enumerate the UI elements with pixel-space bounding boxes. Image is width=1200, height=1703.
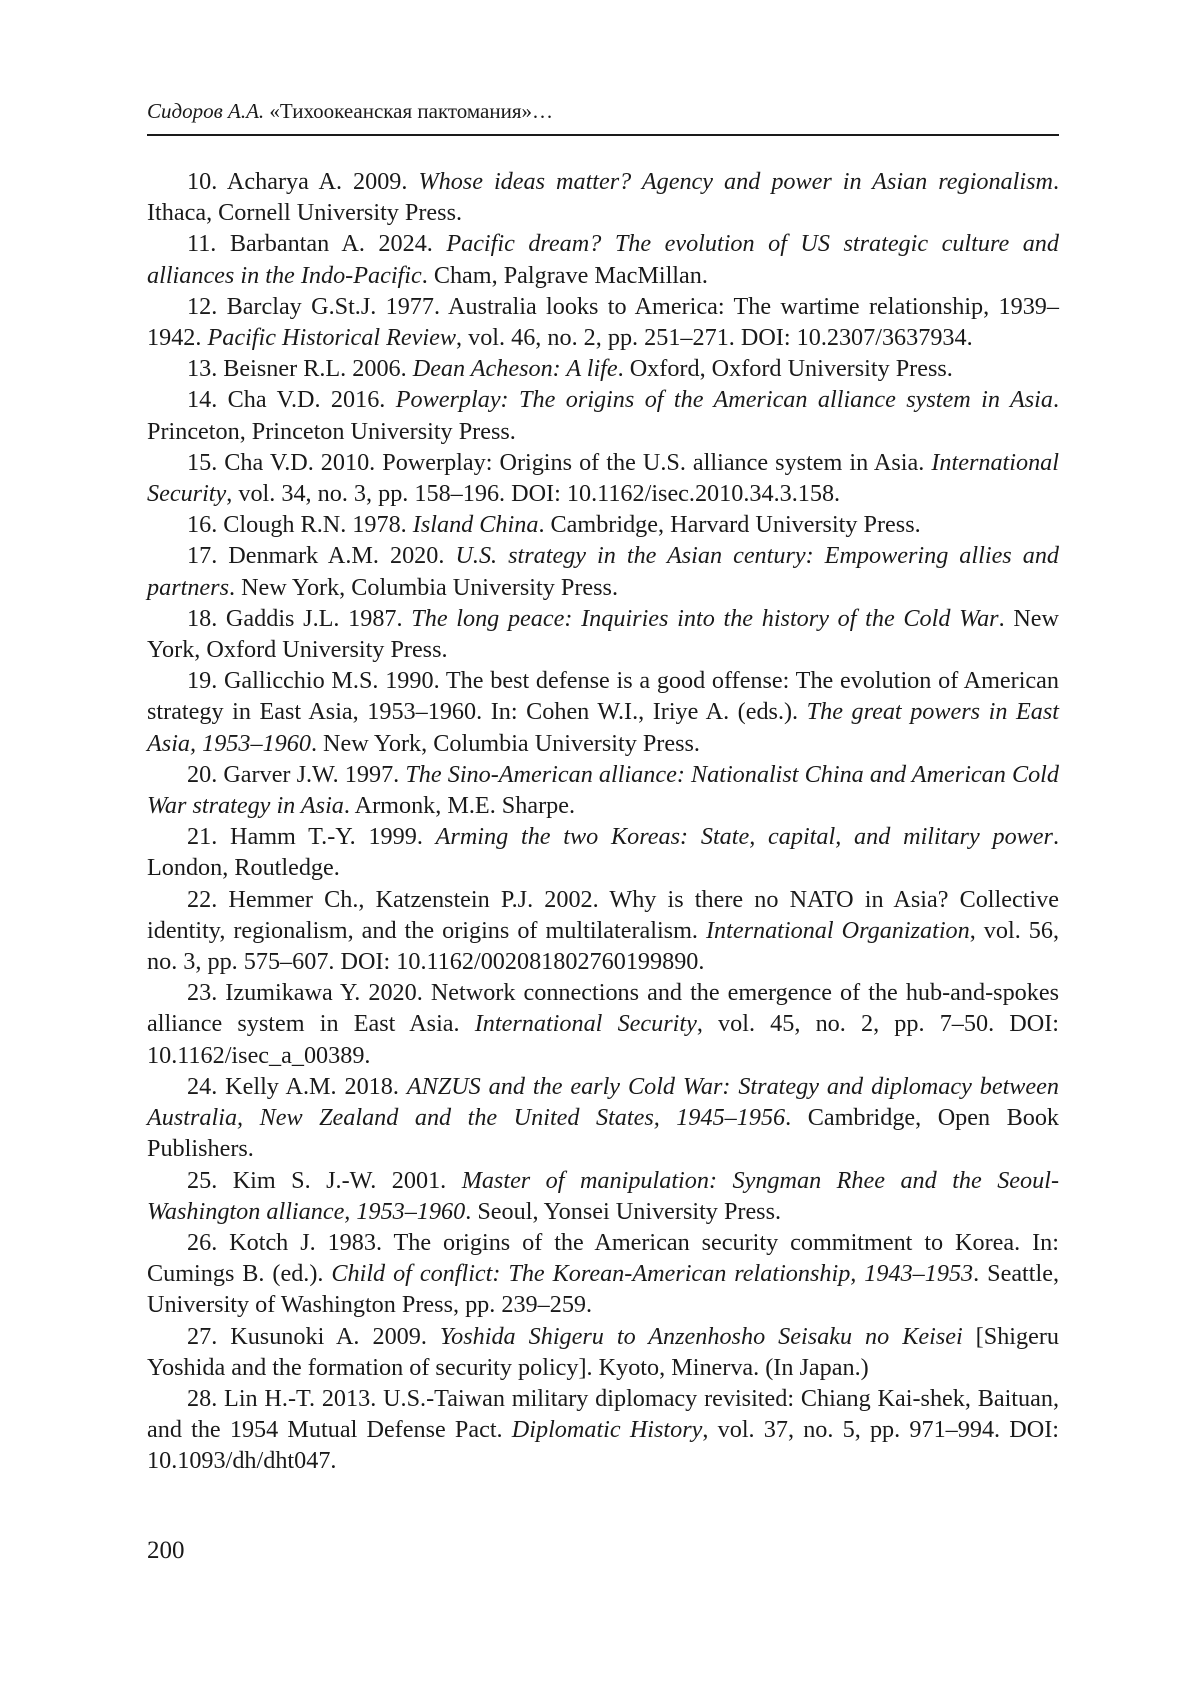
reference-italic-title: International Security — [147, 448, 1059, 508]
reference-italic-title: Pacific Historical Review — [207, 324, 456, 352]
reference-italic-title: Island China — [412, 511, 539, 539]
reference-text-tail: . New York, Columbia University Press. — [228, 573, 619, 601]
reference-number: 10. — [187, 168, 218, 195]
reference-text: Barbantan A. 2024. — [216, 230, 447, 258]
reference-italic-title: ANZUS and the early Cold War: Strategy and diplomacy between Australia, New Zealand and the United States, 1945–1956 — [147, 1072, 1059, 1132]
reference-italic-title: Yoshida Shigeru to Anzenhosho Seisaku no Keisei — [439, 1322, 963, 1350]
reference-item — [147, 665, 1059, 759]
reference-number: 21. — [187, 823, 218, 851]
reference-item — [147, 759, 1059, 821]
reference-number: 26. — [187, 1228, 218, 1256]
reference-text: Hamm T.-Y. 1999. — [217, 823, 436, 851]
reference-text-tail: . Armonk, M.E. Sharpe. — [343, 792, 575, 820]
reference-text: Cha V.D. 2010. Powerplay: Origins of the U.S. alliance system in Asia. — [217, 448, 932, 476]
reference-italic-title: Diplomatic History — [511, 1416, 703, 1444]
reference-text: Clough R.N. 1978. — [217, 511, 413, 539]
reference-italic-title: Pacific dream? The evolution of US strategic culture and alliances in the Indo-Pacific — [147, 230, 1059, 289]
reference-text-tail: , vol. 37, no. 5, pp. 971–994. DOI: 10.1093/dh/dht047. — [147, 1416, 1059, 1475]
reference-text-tail: , vol. 45, no. 2, pp. 7–50. DOI: 10.1162/isec_a_00389. — [147, 1010, 1059, 1069]
reference-text: Beisner R.L. 2006. — [217, 355, 413, 383]
reference-item — [147, 1071, 1059, 1165]
reference-number: 22. — [187, 885, 218, 913]
reference-text-tail: . Ithaca, Cornell University Press. — [147, 168, 1060, 227]
reference-item — [147, 291, 1059, 353]
reference-item — [147, 384, 1059, 446]
reference-number: 13. — [187, 355, 218, 383]
reference-text: Barclay G.St.J. 1977. Australia looks to America: The wartime relationship, 1939–1942. — [147, 292, 1059, 352]
reference-number: 17. — [187, 542, 218, 570]
reference-text-tail: , vol. 56, no. 3, pp. 575–607. DOI: 10.1162/002081802760199890. — [147, 916, 1060, 976]
reference-text-tail: . London, Routledge. — [147, 823, 1059, 882]
reference-number: 27. — [187, 1322, 218, 1350]
reference-number: 12. — [187, 292, 218, 320]
reference-item — [147, 977, 1059, 1071]
reference-text: Hemmer Ch., Katzenstein P.J. 2002. Why is there no NATO in Asia? Collective identity, regionalism, and the origins of multilateralism. — [147, 885, 1059, 944]
reference-number: 25. — [187, 1166, 218, 1194]
reference-italic-title: International Security — [474, 1010, 697, 1038]
page-number: 200 — [147, 1537, 185, 1564]
reference-text: Acharya A. 2009. — [217, 168, 419, 195]
reference-text-tail: . Cambridge, Open Book Publishers. — [147, 1104, 1060, 1163]
reference-item — [147, 1165, 1059, 1227]
reference-text-tail: . Seoul, Yonsei University Press. — [465, 1197, 782, 1225]
reference-list — [147, 166, 1059, 1477]
running-head-title: «Тихоокеанская пактомания»… — [264, 99, 553, 123]
reference-item — [147, 1321, 1059, 1383]
reference-item — [147, 166, 1059, 228]
reference-text: Garver J.W. 1997. — [217, 760, 406, 788]
reference-text-tail: [Shigeru Yoshida and the formation of security policy]. Kyoto, Minerva. (In Japan.) — [147, 1322, 1059, 1381]
reference-number: 15. — [187, 448, 218, 476]
reference-text: Gaddis J.L. 1987. — [217, 604, 412, 632]
reference-item — [147, 540, 1059, 602]
reference-text-tail: . Cham, Palgrave MacMillan. — [421, 261, 708, 289]
page-body — [147, 96, 1059, 1477]
reference-text-tail: . Oxford, Oxford University Press. — [617, 355, 953, 383]
reference-item — [147, 884, 1059, 978]
reference-number: 11. — [187, 230, 217, 258]
reference-item — [147, 447, 1059, 509]
reference-text-tail: . New York, Oxford University Press. — [147, 604, 1059, 664]
reference-item — [147, 603, 1059, 665]
reference-text: Izumikawa Y. 2020. Network connections and the emergence of the hub-and-spokes alliance system in East Asia. — [147, 979, 1059, 1038]
reference-text: Lin H.-T. 2013. U.S.-Taiwan military diplomacy revisited: Chiang Kai-shek, Baituan, and the 1954 Mutual Defense Pact. — [147, 1384, 1059, 1444]
reference-italic-title: Child of conflict: The Korean-American relationship, 1943–1953 — [331, 1260, 974, 1288]
reference-italic-title: Whose ideas matter? Agency and power in Asian regionalism — [418, 168, 1053, 195]
reference-text-tail: . Princeton, Princeton University Press. — [147, 386, 1059, 445]
reference-text: Kotch J. 1983. The origins of the American security commitment to Korea. In: Cumings B. (ed.). — [147, 1228, 1059, 1288]
reference-number: 28. — [187, 1384, 218, 1412]
reference-italic-title: U.S. strategy in the Asian century: Empowering allies and partners — [147, 542, 1060, 601]
reference-text: Kusunoki A. 2009. — [217, 1322, 440, 1350]
reference-number: 20. — [187, 760, 218, 788]
reference-italic-title: The long peace: Inquiries into the history of the Cold War — [411, 604, 999, 632]
reference-text: Kelly A.M. 2018. — [217, 1072, 407, 1100]
reference-text: Kim S. J.-W. 2001. — [217, 1166, 462, 1194]
reference-number: 23. — [187, 979, 218, 1007]
running-head — [147, 96, 1059, 136]
reference-text-tail: , vol. 34, no. 3, pp. 158–196. DOI: 10.1162/isec.2010.34.3.158. — [226, 480, 841, 508]
running-head-author: Сидоров А.А. — [147, 99, 265, 123]
reference-number: 16. — [187, 511, 218, 539]
reference-text-tail: . Cambridge, Harvard University Press. — [538, 511, 921, 539]
reference-number: 14. — [187, 386, 218, 414]
reference-italic-title: Master of manipulation: Syngman Rhee and the Seoul-Washington alliance, 1953–1960 — [147, 1166, 1060, 1225]
reference-number: 24. — [187, 1072, 218, 1100]
reference-number: 19. — [187, 667, 218, 695]
reference-italic-title: Powerplay: The origins of the American alliance system in Asia — [395, 386, 1053, 414]
reference-text-tail: . New York, Columbia University Press. — [310, 729, 700, 757]
reference-italic-title: Dean Acheson: A life — [412, 355, 618, 383]
reference-number: 18. — [187, 604, 218, 632]
reference-item — [147, 821, 1059, 883]
reference-item — [147, 509, 1059, 540]
reference-item — [147, 353, 1059, 384]
reference-text-tail: . Seattle, University of Washington Press, pp. 239–259. — [147, 1260, 1059, 1319]
reference-text: Cha V.D. 2016. — [217, 386, 396, 414]
reference-item — [147, 228, 1059, 290]
reference-italic-title: The great powers in East Asia, 1953–1960 — [147, 698, 1059, 757]
reference-text-tail: , vol. 46, no. 2, pp. 251–271. DOI: 10.2307/3637934. — [456, 324, 973, 352]
reference-item — [147, 1227, 1059, 1321]
reference-italic-title: Arming the two Koreas: State, capital, and military power — [435, 823, 1053, 851]
reference-italic-title: The Sino-American alliance: Nationalist China and American Cold War strategy in Asia — [147, 760, 1059, 820]
reference-italic-title: International Organization — [705, 916, 970, 944]
reference-text: Denmark A.M. 2020. — [217, 542, 456, 570]
reference-text: Gallicchio M.S. 1990. The best defense is a good offense: The evolution of American strategy in East Asia, 1953–1960. In: Cohen W.I., Iriye A. (eds.). — [147, 667, 1059, 726]
reference-item — [147, 1383, 1059, 1477]
